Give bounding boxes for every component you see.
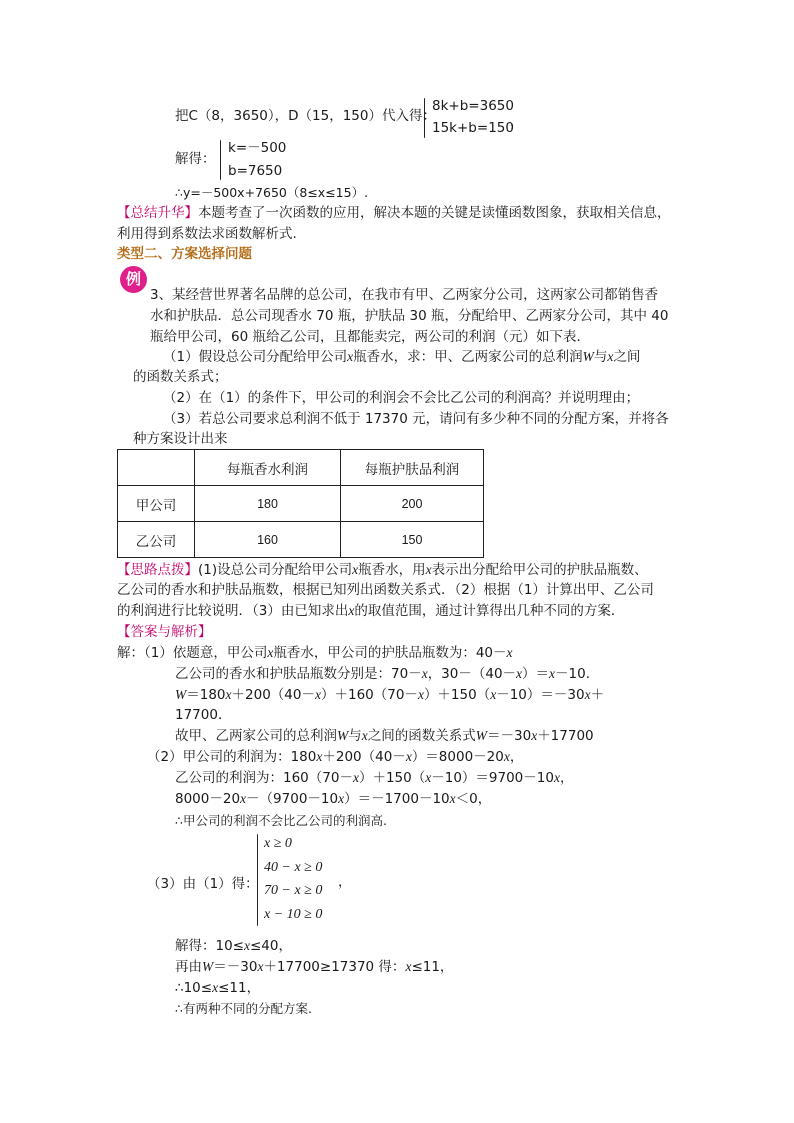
b1-var-x: x xyxy=(316,749,323,764)
table-cell-skincare: 150 xyxy=(341,522,484,558)
c2-var-x: x xyxy=(244,938,250,953)
q1-text-b: 瓶香水，求：甲、乙两家公司的总利润 xyxy=(353,349,583,365)
a1-text-b: 瓶香水，甲公司的护肤品瓶数为：40－ xyxy=(273,645,507,661)
hint-text-c: 表示出分配给甲公司的护肤品瓶数、 xyxy=(431,562,648,578)
example-line-2: 水和护肤品．总公司现香水 70 瓶，护肤品 30 瓶，分配给甲、乙两家分公司，其中 40 xyxy=(150,308,669,324)
answer-1-line-2 xyxy=(175,664,599,684)
a5-var-w2: W xyxy=(475,728,487,743)
b1-text-b: ＋200（40－ xyxy=(322,749,406,765)
b1-comma: ， xyxy=(509,749,524,765)
equation-trail: ， xyxy=(510,114,524,130)
answer-2-line-3 xyxy=(175,789,491,809)
hint-line-2: 乙公司的香水和护肤品瓶数，根据已知列出函数关系式．（2）根据（1）计算出甲、乙公司 xyxy=(117,582,654,598)
answer-3-line-2 xyxy=(175,936,292,956)
table-header-row xyxy=(118,450,484,486)
answer-tag: 【答案与解析】 xyxy=(117,624,212,640)
hint-text-d: 的利润进行比较说明．（3）由已知求出 xyxy=(117,603,349,619)
table-corner xyxy=(118,450,195,486)
hint-var-x2: x xyxy=(425,562,432,577)
c3-text-d: ≤11， xyxy=(411,959,454,975)
c3-var-x2: x xyxy=(405,959,412,974)
b2-text-d: ， xyxy=(559,770,574,786)
answer-3-conclusion: ∴有两种不同的分配方案. xyxy=(175,1001,312,1016)
table-cell-skincare: 200 xyxy=(341,486,484,522)
a5-var-x: x xyxy=(361,728,368,743)
c4-var-x: x xyxy=(212,980,219,995)
equation-1: 8k+b=3650 xyxy=(432,98,514,114)
question-1 xyxy=(163,347,640,367)
profit-table xyxy=(117,449,484,558)
answer-3-line-4 xyxy=(175,978,260,998)
inequality-trail: ， xyxy=(338,874,352,890)
equation-brace xyxy=(424,98,425,138)
function-result: ∴y=－500x+7650（8≤x≤15）. xyxy=(175,185,369,200)
c3-var-w: W xyxy=(202,959,214,974)
hint-line-3 xyxy=(117,601,624,621)
question-1-cont: 的函数关系式； xyxy=(133,369,228,385)
a2-var-x: x xyxy=(421,666,428,681)
b3-text-b: －（9700－10 xyxy=(246,791,339,807)
substitution-intro: 把C（8，3650），D（15，150）代入得： xyxy=(175,108,436,124)
b3-text-a: 8000－20 xyxy=(175,791,241,807)
b2-var-x2: x xyxy=(425,770,432,785)
example-line-3: 瓶给甲公司，60 瓶给乙公司，且都能卖完，两公司的利润（元）如下表． xyxy=(150,329,590,345)
a3-var-x2: x xyxy=(314,687,321,702)
answer-1-line-1 xyxy=(117,643,513,663)
a3-text-e: －10）＝－30 xyxy=(496,687,585,703)
q1-var-w: W xyxy=(582,349,594,364)
a2-text-b: ，30－（40－ xyxy=(427,666,517,682)
table-cell-company: 甲公司 xyxy=(118,486,195,522)
table-row xyxy=(118,486,484,522)
table-cell-perfume: 160 xyxy=(195,522,341,558)
example-badge-icon: 例 xyxy=(120,266,147,293)
c4-text-a: ∴10≤ xyxy=(175,980,213,996)
b3-var-x: x xyxy=(240,791,247,806)
a5-text-b: 与 xyxy=(348,728,362,744)
hint-tag: 【思路点拨】 xyxy=(117,562,198,578)
c3-text-b: ＝－30 xyxy=(213,959,258,975)
answer-2-line-4: ∴甲公司的利润不会比乙公司的利润高. xyxy=(175,813,387,828)
answer-1-line-4: 17700． xyxy=(175,707,232,723)
a2-var-x3: x xyxy=(549,666,556,681)
summary-line-1 xyxy=(117,203,671,223)
b2-var-x3: x xyxy=(553,770,560,785)
b3-var-x2: x xyxy=(338,791,345,806)
a3-text-b: ＋200（40－ xyxy=(231,687,315,703)
a1-var-x2: x xyxy=(506,645,513,660)
substitution-text xyxy=(175,106,436,126)
q1-var-x2: x xyxy=(607,349,614,364)
a3-var-w: W xyxy=(175,687,187,702)
a2-var-x2: x xyxy=(516,666,523,681)
solution-1: k=－500 xyxy=(228,140,287,156)
a1-var-x: x xyxy=(267,645,274,660)
hint-text-a: (1)设总公司分配给甲公司 xyxy=(198,562,353,578)
a3-text-c: ）＋160（70－ xyxy=(320,687,418,703)
c3-text-a: 再由 xyxy=(175,959,202,975)
equation-2: 15k+b=150 xyxy=(432,120,514,136)
a3-var-x3: x xyxy=(417,687,424,702)
q1-var-x: x xyxy=(347,349,354,364)
q1-text-d: 之间 xyxy=(613,349,641,365)
table-row xyxy=(118,522,484,558)
c2-text-b: ≤40， xyxy=(250,938,292,954)
b2-var-x: x xyxy=(352,770,359,785)
answer-1-line-3 xyxy=(175,685,604,705)
b1-text-c: ）＝8000－20 xyxy=(411,749,504,765)
inequality-brace xyxy=(257,834,258,926)
a5-text-c: 之间的函数关系式 xyxy=(367,728,476,744)
answer-2-line-2 xyxy=(175,768,573,788)
answer-1-line-5 xyxy=(175,726,594,746)
c3-var-x: x xyxy=(257,959,264,974)
a5-text-a: 故甲、乙两家公司的总利润 xyxy=(175,728,337,744)
b1-var-x2: x xyxy=(405,749,412,764)
hint-var-x3: x xyxy=(348,603,355,618)
inequality-2: 40 − x ≥ 0 xyxy=(264,860,323,875)
hint-var-x: x xyxy=(352,562,359,577)
a3-text-a: ＝180 xyxy=(186,687,226,703)
solution-brace xyxy=(220,140,221,180)
answer-2-line-1 xyxy=(147,747,523,767)
table-header-skincare: 每瓶护肤品利润 xyxy=(341,450,484,486)
a3-var-x5: x xyxy=(584,687,591,702)
inequality-4: x − 10 ≥ 0 xyxy=(264,907,323,922)
a5-text-e: ＋17700 xyxy=(537,728,594,744)
b2-text-a: 乙公司的利润为：160（70－ xyxy=(175,770,353,786)
b2-text-c: －10）＝9700－10 xyxy=(431,770,554,786)
answer-3-line-3 xyxy=(175,957,453,977)
table-cell-perfume: 180 xyxy=(195,486,341,522)
inequality-1: x ≥ 0 xyxy=(264,836,292,851)
solve-label: 解得： xyxy=(175,151,216,167)
a3-text-d: ）＋150（ xyxy=(423,687,491,703)
inequality-3: 70 − x ≥ 0 xyxy=(264,883,323,898)
a5-var-w: W xyxy=(337,728,349,743)
question-3: （3）若总公司要求总利润不低于 17370 元，请问有多少种不同的分配方案，并将各 xyxy=(163,411,669,427)
summary-tag: 【总结升华】 xyxy=(117,205,198,221)
hint-text-b: 瓶香水，用 xyxy=(358,562,426,578)
c2-text-a: 解得：10≤ xyxy=(175,938,244,954)
question-2: （2）在（1）的条件下，甲公司的利润会不会比乙公司的利润高？并说明理由； xyxy=(163,390,640,406)
answer-3-label: （3）由（1）得： xyxy=(147,876,259,892)
hint-text-e: 的取值范围，通过计算得出几种不同的方案． xyxy=(354,603,625,619)
b3-text-c: ）＝－1700－10 xyxy=(344,791,450,807)
b1-var-x3: x xyxy=(503,749,510,764)
table-header-perfume: 每瓶香水利润 xyxy=(195,450,341,486)
a2-text-d: －10． xyxy=(555,666,600,682)
b3-text-d: ＜0， xyxy=(455,791,492,807)
a5-text-d: ＝－30 xyxy=(487,728,532,744)
c4-text-b: ≤11， xyxy=(218,980,261,996)
b3-var-x3: x xyxy=(449,791,456,806)
a2-text-c: ）＝ xyxy=(522,666,550,682)
summary-line-2: 利用得到系数法求函数解析式. xyxy=(117,226,297,242)
a3-var-x: x xyxy=(225,687,232,702)
a3-text-f: ＋ xyxy=(590,687,605,703)
q1-text-a: （1）假设总公司分配给甲公司 xyxy=(163,349,348,365)
example-line-1: 3、某经营世界著名品牌的总公司，在我市有甲、乙两家分公司，这两家公司都销售香 xyxy=(150,287,659,303)
hint-line-1 xyxy=(117,560,648,580)
a1-text: 解：（1）依题意，甲公司 xyxy=(117,645,268,661)
c3-text-c: ＋17700≥17370 得： xyxy=(263,959,406,975)
b1-text-a: （2）甲公司的利润为：180 xyxy=(147,749,317,765)
q1-text-c: 与 xyxy=(593,349,608,365)
solution-2: b=7650 xyxy=(228,163,283,179)
a2-text: 乙公司的香水和护肤品瓶数分别是：70－ xyxy=(175,666,422,682)
a5-var-x2: x xyxy=(531,728,538,743)
a3-var-x4: x xyxy=(490,687,497,702)
b2-text-b: ）＋150（ xyxy=(358,770,426,786)
question-3-cont: 种方案设计出来 xyxy=(133,431,228,447)
section-title: 类型二、方案选择问题 xyxy=(117,246,252,262)
table-cell-company: 乙公司 xyxy=(118,522,195,558)
summary-text-1: 本题考查了一次函数的应用，解决本题的关键是读懂函数图象，获取相关信息， xyxy=(198,205,671,221)
